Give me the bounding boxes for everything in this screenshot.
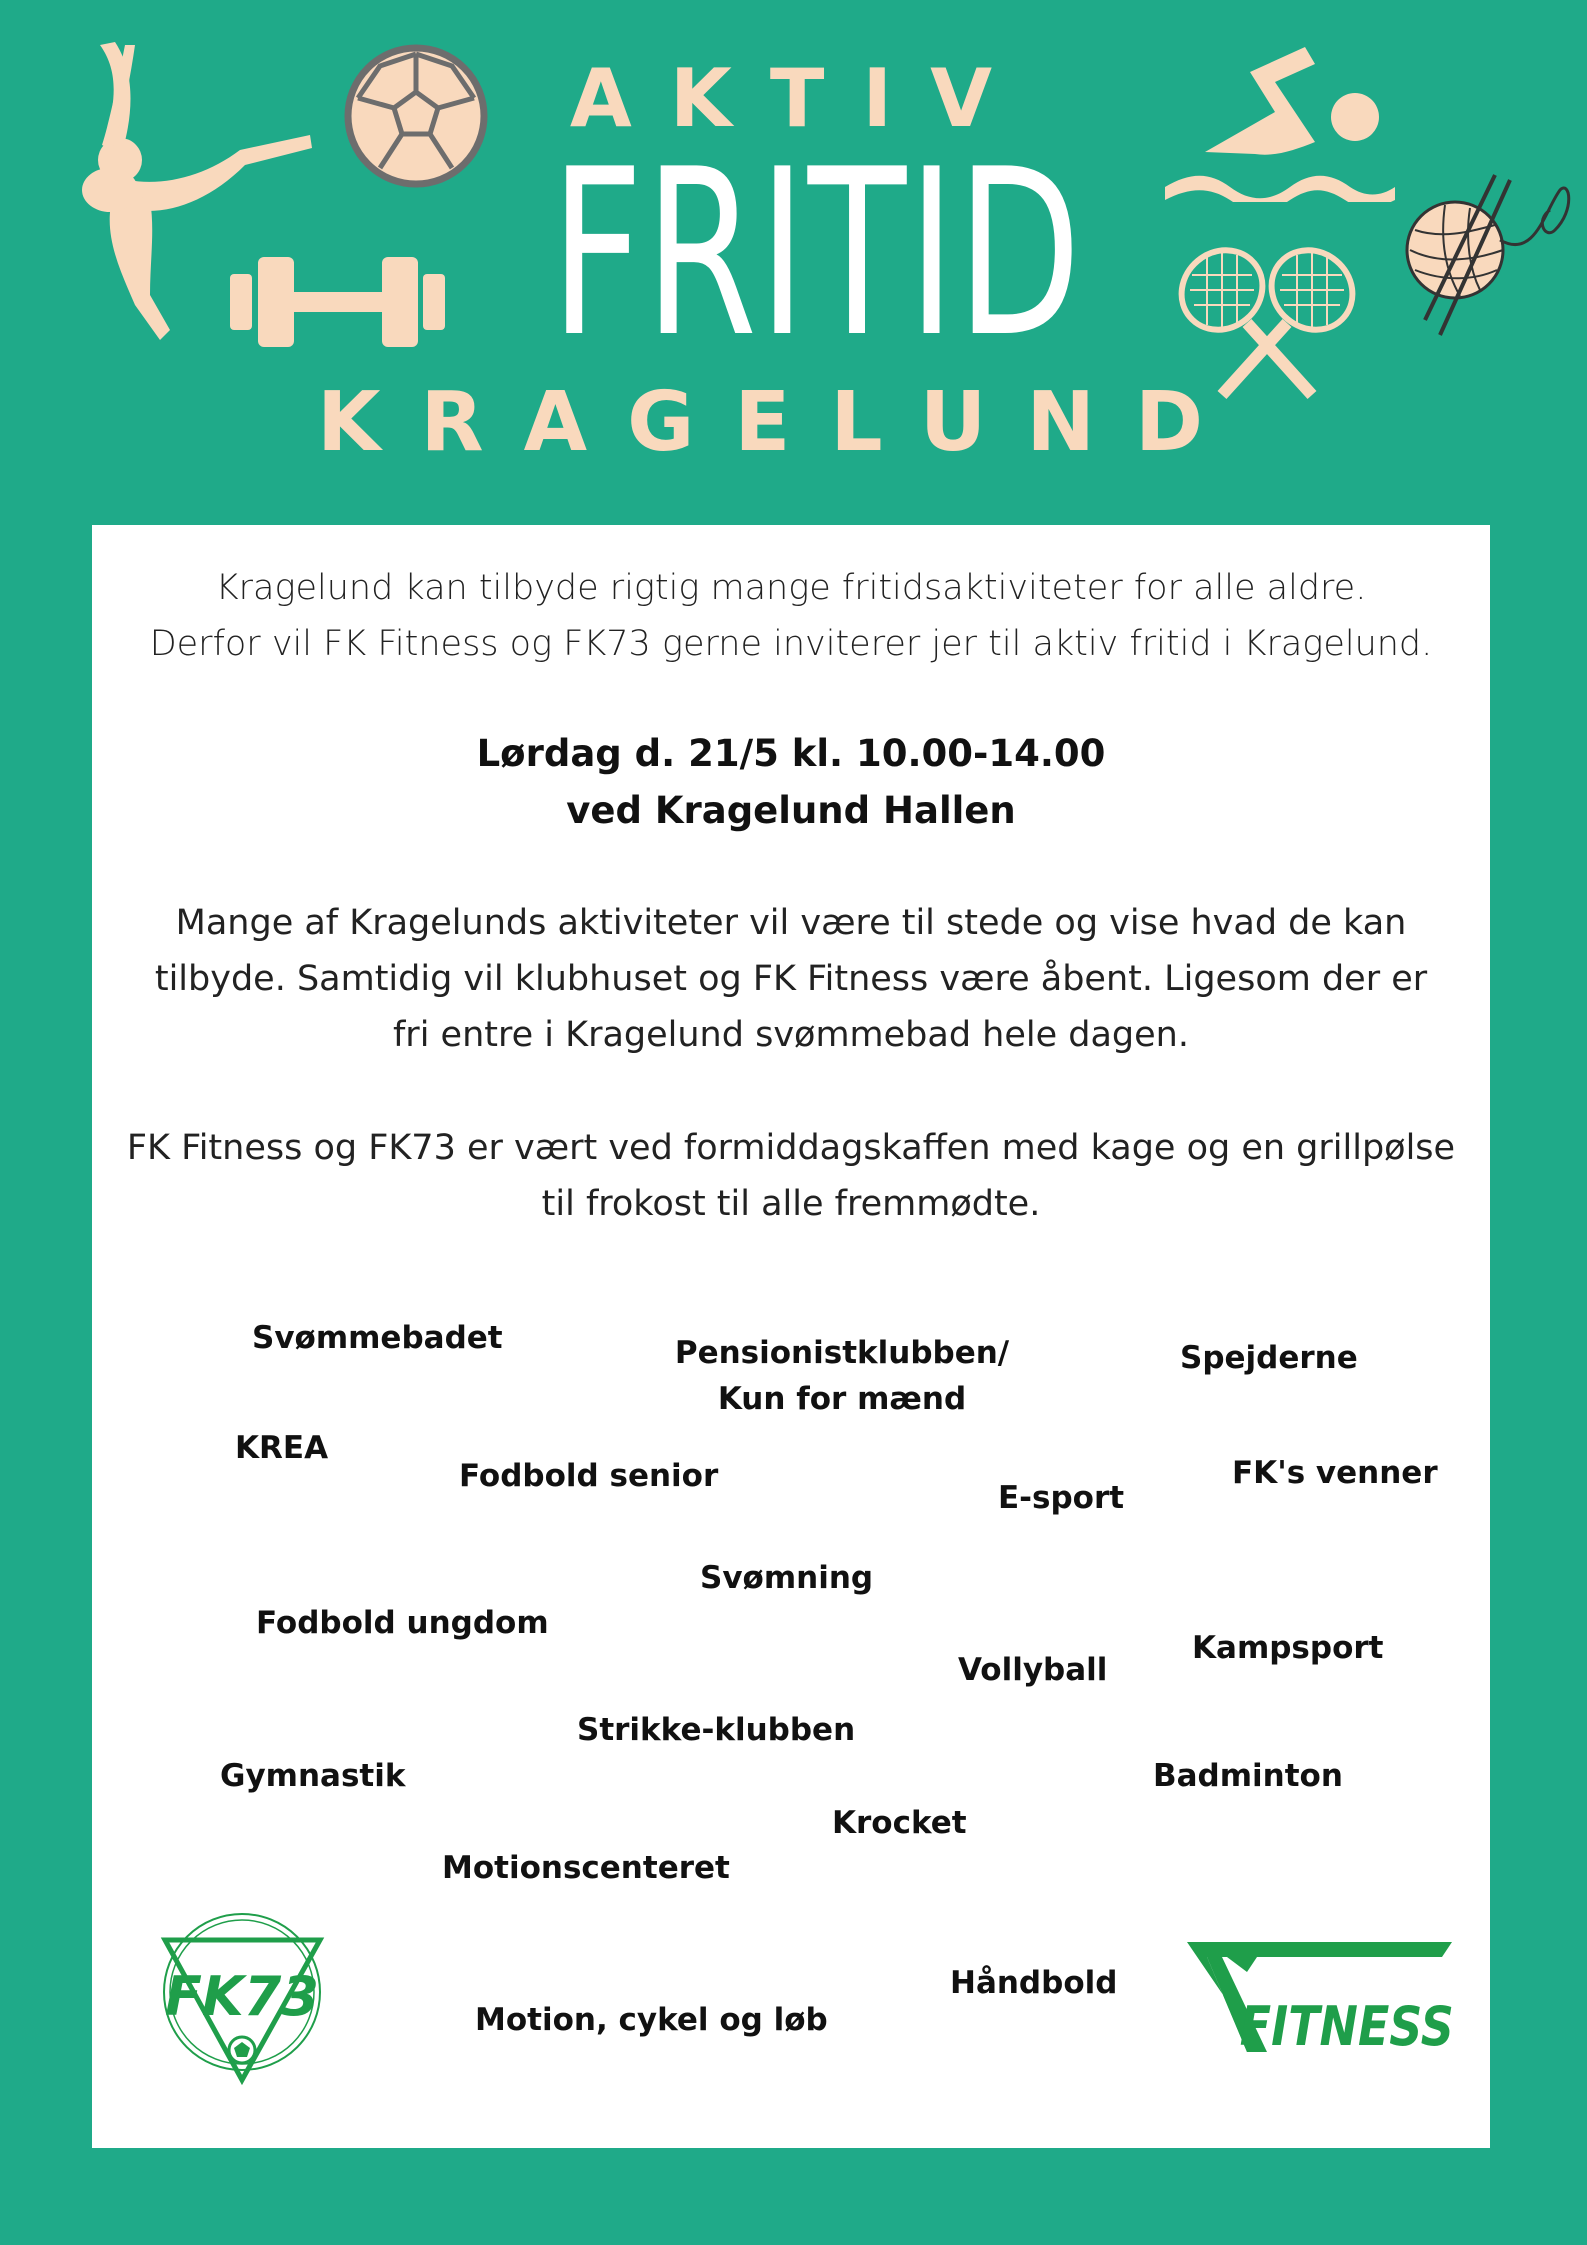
title-fritid: FRITID: [550, 121, 1083, 388]
activity-spejderne: Spejderne: [1180, 1340, 1358, 1376]
handball-icon: [342, 42, 490, 190]
activity-fodbold-ungdom: Fodbold ungdom: [256, 1605, 549, 1641]
activity-handbold: Håndbold: [950, 1965, 1118, 2001]
activity-svommebadet: Svømmebadet: [252, 1320, 503, 1356]
activity-esport: E-sport: [998, 1480, 1125, 1516]
event-info: [92, 725, 1490, 839]
activity-krocket: Krocket: [832, 1805, 967, 1841]
title-kragelund: KRAGELUND: [316, 375, 1244, 470]
intro-line-2: Derfor vil FK Fitness og FK73 gerne inviterer jer til aktiv fritid i Kragelund.: [149, 624, 1433, 664]
activity-vollyball: Vollyball: [958, 1652, 1108, 1688]
activity-krea: KREA: [235, 1430, 329, 1466]
activity-kampsport: Kampsport: [1192, 1630, 1384, 1666]
paragraph-food: FK Fitness og FK73 er vært ved formiddagskaffen med kage og en grillpølse til frokost til alle fremmødte.: [126, 1128, 1456, 1224]
yarn-ball-icon: [1385, 170, 1575, 350]
intro-text: [92, 560, 1490, 672]
activity-pensionist-line-2: Kun for mænd: [717, 1381, 967, 1417]
activity-pensionistklubben: [652, 1330, 1032, 1422]
fk73-logo: [160, 1910, 325, 2085]
dumbbell-icon: [230, 252, 445, 352]
activity-badminton: Badminton: [1153, 1758, 1343, 1794]
fitness-logo-text: FITNESS: [1239, 1994, 1454, 2057]
fk-fitness-logo: [1187, 1937, 1457, 2057]
activity-svomning: Svømning: [700, 1560, 874, 1596]
content-card: [92, 525, 1490, 2148]
intro-line-1: Kragelund kan tilbyde rigtig mange fritidsaktiviteter for alle aldre.: [215, 568, 1367, 608]
activity-motion-cykel-lob: Motion, cykel og løb: [475, 2002, 828, 2038]
fk73-logo-text: FK73: [165, 1965, 319, 2028]
event-location: ved Kragelund Hallen: [566, 789, 1016, 832]
activity-pensionist-line-1: Pensionistklubben/: [674, 1335, 1010, 1371]
swimmer-icon: [1165, 42, 1395, 202]
paragraph-activities: Mange af Kragelunds aktiviteter vil være til stede og vise hvad de kan tilbyde. Samtidig vil klubhuset og FK Fitness være åbent. Ligesom der er fri entre i Kragelund svømmebad hele dagen.: [154, 903, 1428, 1055]
activity-fks-venner: FK's venner: [1232, 1455, 1438, 1491]
activity-fodbold-senior: Fodbold senior: [459, 1458, 719, 1494]
activity-motionscenteret: Motionscenteret: [442, 1850, 730, 1886]
tennis-rackets-icon: [1172, 245, 1362, 405]
event-date: Lørdag d. 21/5 kl. 10.00-14.00: [476, 732, 1106, 775]
activity-gymnastik: Gymnastik: [220, 1758, 406, 1794]
title-aktiv: AKTIV: [569, 52, 1031, 145]
activity-strikke-klubben: Strikke-klubben: [577, 1712, 856, 1748]
header: [0, 0, 1587, 520]
